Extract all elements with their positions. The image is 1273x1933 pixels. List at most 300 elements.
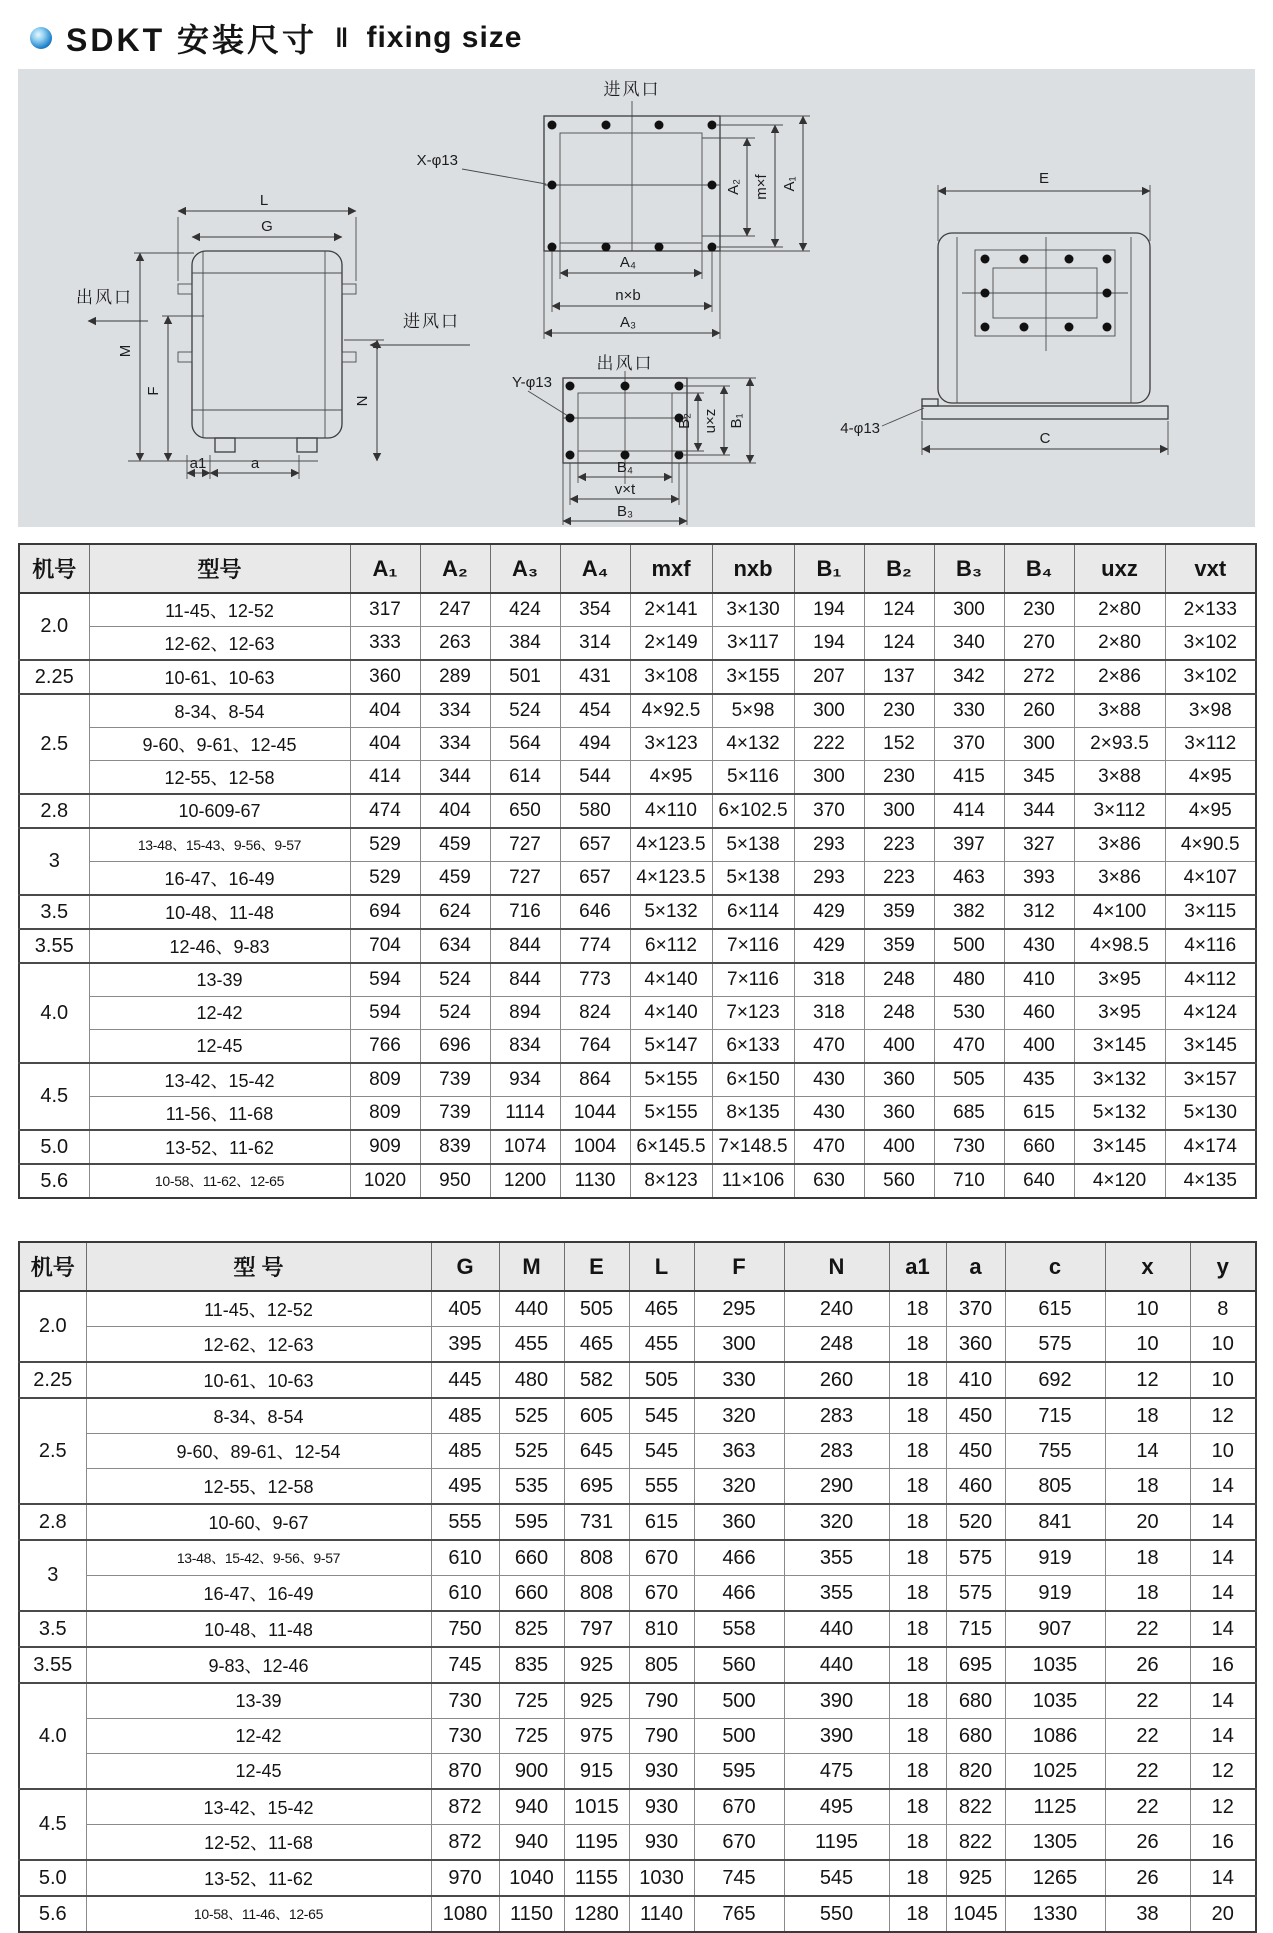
value-cell: 22 (1105, 1611, 1190, 1647)
value-cell: 500 (694, 1683, 784, 1719)
table-row (19, 1327, 1256, 1363)
machine-size-cell: 5.6 (19, 1164, 89, 1198)
value-cell: 739 (420, 1063, 490, 1097)
value-cell: 470 (794, 1030, 864, 1064)
value-cell: 834 (490, 1030, 560, 1064)
value-cell: 694 (350, 895, 420, 929)
value-cell: 925 (564, 1683, 629, 1719)
dim-label-B3: B₃ (616, 503, 634, 520)
value-cell: 5×98 (712, 694, 794, 728)
value-cell: 475 (784, 1754, 889, 1790)
value-cell: 320 (694, 1469, 784, 1505)
table2-header-8: a1 (889, 1242, 946, 1291)
value-cell: 38 (1105, 1896, 1190, 1932)
value-cell: 1130 (560, 1164, 630, 1198)
value-cell: 930 (629, 1754, 694, 1790)
machine-size-cell: 2.25 (19, 660, 89, 694)
value-cell: 805 (629, 1647, 694, 1683)
outlet-hole-label: Y-φ13 (511, 374, 552, 391)
table-row (19, 1130, 1256, 1164)
value-cell: 124 (864, 627, 934, 661)
value-cell: 12 (1190, 1754, 1256, 1790)
value-cell: 731 (564, 1504, 629, 1540)
value-cell: 2×149 (630, 627, 712, 661)
value-cell: 2×133 (1165, 593, 1256, 627)
value-cell: 624 (420, 895, 490, 929)
model-cell: 12-45 (89, 1030, 350, 1064)
value-cell: 466 (694, 1540, 784, 1576)
value-cell: 670 (694, 1789, 784, 1825)
value-cell: 6×114 (712, 895, 794, 929)
value-cell: 810 (629, 1611, 694, 1647)
value-cell: 615 (1004, 1097, 1074, 1131)
value-cell: 355 (784, 1540, 889, 1576)
value-cell: 289 (420, 660, 490, 694)
value-cell: 247 (420, 593, 490, 627)
value-cell: 975 (564, 1719, 629, 1754)
value-cell: 22 (1105, 1754, 1190, 1790)
value-cell: 1035 (1005, 1683, 1105, 1719)
value-cell: 455 (629, 1327, 694, 1363)
value-cell: 5×132 (1074, 1097, 1165, 1131)
bullet-icon (30, 27, 52, 49)
table1-header-12: uxz (1074, 544, 1165, 593)
value-cell: 1125 (1005, 1789, 1105, 1825)
value-cell: 18 (889, 1647, 946, 1683)
machine-size-cell: 2.0 (19, 1291, 86, 1362)
value-cell: 909 (350, 1130, 420, 1164)
model-cell: 8-34、8-54 (86, 1398, 431, 1434)
value-cell: 12 (1190, 1398, 1256, 1434)
table1-header-2: A₁ (350, 544, 420, 593)
value-cell: 529 (350, 862, 420, 896)
model-cell: 10-58、11-46、12-65 (86, 1896, 431, 1932)
value-cell: 300 (694, 1327, 784, 1363)
dimension-table-1 (18, 543, 1257, 1199)
table-row (19, 1362, 1256, 1398)
value-cell: 4×98.5 (1074, 929, 1165, 963)
table-row (19, 1097, 1256, 1131)
value-cell: 8 (1190, 1291, 1256, 1327)
value-cell: 360 (946, 1327, 1005, 1363)
value-cell: 300 (934, 593, 1004, 627)
value-cell: 18 (889, 1754, 946, 1790)
value-cell: 260 (1004, 694, 1074, 728)
value-cell: 344 (1004, 794, 1074, 828)
table1-header-6: mxf (630, 544, 712, 593)
value-cell: 1265 (1005, 1860, 1105, 1896)
machine-size-cell: 2.5 (19, 694, 89, 794)
model-cell: 13-52、11-62 (89, 1130, 350, 1164)
value-cell: 545 (629, 1434, 694, 1469)
table-row (19, 997, 1256, 1030)
model-cell: 12-55、12-58 (86, 1469, 431, 1505)
value-cell: 940 (499, 1825, 564, 1861)
model-cell: 13-42、15-42 (89, 1063, 350, 1097)
dim-label-A3: A₃ (619, 314, 637, 331)
value-cell: 6×102.5 (712, 794, 794, 828)
value-cell: 293 (794, 828, 864, 862)
value-cell: 430 (1004, 929, 1074, 963)
value-cell: 20 (1190, 1896, 1256, 1932)
value-cell: 524 (420, 997, 490, 1030)
table-row (19, 593, 1256, 627)
value-cell: 4×95 (1165, 794, 1256, 828)
table-row (19, 1291, 1256, 1327)
table2-header-5: L (629, 1242, 694, 1291)
value-cell: 739 (420, 1097, 490, 1131)
value-cell: 3×157 (1165, 1063, 1256, 1097)
model-cell: 13-39 (86, 1683, 431, 1719)
value-cell: 3×86 (1074, 862, 1165, 896)
value-cell: 12 (1190, 1789, 1256, 1825)
value-cell: 790 (629, 1719, 694, 1754)
value-cell: 3×155 (712, 660, 794, 694)
table1-header-0: 机号 (19, 544, 89, 593)
value-cell: 575 (946, 1576, 1005, 1612)
value-cell: 300 (864, 794, 934, 828)
value-cell: 3×112 (1165, 728, 1256, 761)
value-cell: 550 (784, 1896, 889, 1932)
value-cell: 295 (694, 1291, 784, 1327)
page-title (0, 0, 1273, 63)
model-cell: 9-83、12-46 (86, 1647, 431, 1683)
value-cell: 696 (420, 1030, 490, 1064)
value-cell: 344 (420, 761, 490, 795)
value-cell: 4×95 (630, 761, 712, 795)
table-row (19, 862, 1256, 896)
value-cell: 1080 (431, 1896, 499, 1932)
value-cell: 7×123 (712, 997, 794, 1030)
value-cell: 414 (350, 761, 420, 795)
value-cell: 14 (1190, 1540, 1256, 1576)
value-cell: 20 (1105, 1504, 1190, 1540)
value-cell: 397 (934, 828, 1004, 862)
table-row (19, 728, 1256, 761)
value-cell: 670 (629, 1540, 694, 1576)
value-cell: 505 (564, 1291, 629, 1327)
value-cell: 839 (420, 1130, 490, 1164)
value-cell: 18 (889, 1398, 946, 1434)
value-cell: 3×102 (1165, 627, 1256, 661)
dim-label-A1: A₁ (781, 176, 798, 192)
value-cell: 4×116 (1165, 929, 1256, 963)
value-cell: 7×148.5 (712, 1130, 794, 1164)
value-cell: 940 (499, 1789, 564, 1825)
table-header-row (19, 544, 1256, 593)
value-cell: 2×141 (630, 593, 712, 627)
value-cell: 8×135 (712, 1097, 794, 1131)
value-cell: 16 (1190, 1825, 1256, 1861)
value-cell: 1150 (499, 1896, 564, 1932)
value-cell: 1015 (564, 1789, 629, 1825)
inlet-port-label: 进风口 (403, 312, 460, 331)
value-cell: 2×93.5 (1074, 728, 1165, 761)
value-cell: 680 (946, 1683, 1005, 1719)
value-cell: 524 (490, 694, 560, 728)
table-row (19, 1398, 1256, 1434)
model-cell: 10-58、11-62、12-65 (89, 1164, 350, 1198)
value-cell: 558 (694, 1611, 784, 1647)
dim-label-G: G (261, 218, 273, 235)
value-cell: 384 (490, 627, 560, 661)
model-cell: 13-39 (89, 963, 350, 997)
table1-header-10: B₃ (934, 544, 1004, 593)
value-cell: 3×88 (1074, 694, 1165, 728)
base-side-view (840, 170, 1168, 455)
machine-size-cell: 4.5 (19, 1789, 86, 1860)
value-cell: 2×80 (1074, 627, 1165, 661)
value-cell: 525 (499, 1398, 564, 1434)
value-cell: 4×92.5 (630, 694, 712, 728)
value-cell: 750 (431, 1611, 499, 1647)
value-cell: 4×174 (1165, 1130, 1256, 1164)
value-cell: 14 (1190, 1469, 1256, 1505)
value-cell: 393 (1004, 862, 1074, 896)
value-cell: 360 (350, 660, 420, 694)
table-row (19, 1063, 1256, 1097)
table1-header-9: B₂ (864, 544, 934, 593)
value-cell: 480 (499, 1362, 564, 1398)
table-row (19, 828, 1256, 862)
value-cell: 390 (784, 1719, 889, 1754)
machine-size-cell: 5.0 (19, 1130, 89, 1164)
value-cell: 404 (350, 694, 420, 728)
value-cell: 320 (784, 1504, 889, 1540)
value-cell: 480 (934, 963, 1004, 997)
value-cell: 3×123 (630, 728, 712, 761)
value-cell: 370 (946, 1291, 1005, 1327)
value-cell: 454 (560, 694, 630, 728)
value-cell: 354 (560, 593, 630, 627)
value-cell: 230 (864, 694, 934, 728)
value-cell: 370 (934, 728, 1004, 761)
value-cell: 430 (794, 1097, 864, 1131)
value-cell: 545 (784, 1860, 889, 1896)
value-cell: 764 (560, 1030, 630, 1064)
value-cell: 14 (1105, 1434, 1190, 1469)
value-cell: 355 (784, 1576, 889, 1612)
model-cell: 9-60、9-61、12-45 (89, 728, 350, 761)
value-cell: 3×145 (1074, 1130, 1165, 1164)
dim-label-vxt: v×t (614, 481, 636, 498)
value-cell: 3×108 (630, 660, 712, 694)
value-cell: 3×95 (1074, 963, 1165, 997)
machine-size-cell: 4.5 (19, 1063, 89, 1130)
value-cell: 465 (564, 1327, 629, 1363)
table1-header-7: nxb (712, 544, 794, 593)
model-cell: 12-62、12-63 (86, 1327, 431, 1363)
table-row (19, 1164, 1256, 1198)
value-cell: 894 (490, 997, 560, 1030)
table-row (19, 627, 1256, 661)
value-cell: 808 (564, 1576, 629, 1612)
value-cell: 312 (1004, 895, 1074, 929)
value-cell: 360 (694, 1504, 784, 1540)
value-cell: 820 (946, 1754, 1005, 1790)
value-cell: 4×140 (630, 963, 712, 997)
value-cell: 395 (431, 1327, 499, 1363)
value-cell: 1155 (564, 1860, 629, 1896)
value-cell: 730 (934, 1130, 1004, 1164)
value-cell: 650 (490, 794, 560, 828)
value-cell: 930 (629, 1825, 694, 1861)
value-cell: 501 (490, 660, 560, 694)
model-cell: 12-46、9-83 (89, 929, 350, 963)
machine-size-cell: 3.55 (19, 929, 89, 963)
value-cell: 12 (1105, 1362, 1190, 1398)
value-cell: 6×133 (712, 1030, 794, 1064)
value-cell: 495 (431, 1469, 499, 1505)
value-cell: 1330 (1005, 1896, 1105, 1932)
value-cell: 405 (431, 1291, 499, 1327)
value-cell: 930 (629, 1789, 694, 1825)
value-cell: 390 (784, 1683, 889, 1719)
value-cell: 805 (1005, 1469, 1105, 1505)
table2-header-11: x (1105, 1242, 1190, 1291)
value-cell: 460 (1004, 997, 1074, 1030)
dim-label-B2: B₂ (676, 413, 693, 429)
value-cell: 525 (499, 1434, 564, 1469)
value-cell: 844 (490, 929, 560, 963)
value-cell: 466 (694, 1576, 784, 1612)
model-cell: 16-47、16-49 (89, 862, 350, 896)
value-cell: 919 (1005, 1576, 1105, 1612)
value-cell: 248 (864, 963, 934, 997)
value-cell: 808 (564, 1540, 629, 1576)
value-cell: 715 (1005, 1398, 1105, 1434)
table-row (19, 1683, 1256, 1719)
value-cell: 327 (1004, 828, 1074, 862)
value-cell: 919 (1005, 1540, 1105, 1576)
value-cell: 400 (1004, 1030, 1074, 1064)
dim-label-B4: B₄ (616, 459, 634, 476)
value-cell: 1200 (490, 1164, 560, 1198)
table-row (19, 1540, 1256, 1576)
value-cell: 10 (1190, 1362, 1256, 1398)
value-cell: 18 (889, 1540, 946, 1576)
model-cell: 11-56、11-68 (89, 1097, 350, 1131)
value-cell: 564 (490, 728, 560, 761)
value-cell: 3×112 (1074, 794, 1165, 828)
value-cell: 580 (560, 794, 630, 828)
model-cell: 11-45、12-52 (86, 1291, 431, 1327)
table-row (19, 1611, 1256, 1647)
value-cell: 435 (1004, 1063, 1074, 1097)
value-cell: 22 (1105, 1719, 1190, 1754)
value-cell: 1035 (1005, 1647, 1105, 1683)
value-cell: 3×102 (1165, 660, 1256, 694)
value-cell: 1114 (490, 1097, 560, 1131)
table2-header-9: a (946, 1242, 1005, 1291)
value-cell: 223 (864, 828, 934, 862)
value-cell: 524 (420, 963, 490, 997)
value-cell: 660 (1004, 1130, 1074, 1164)
model-cell: 12-45 (86, 1754, 431, 1790)
value-cell: 660 (499, 1540, 564, 1576)
left-casing-view (76, 192, 470, 479)
table-row (19, 1754, 1256, 1790)
machine-size-cell: 2.0 (19, 593, 89, 660)
value-cell: 5×116 (712, 761, 794, 795)
value-cell: 730 (431, 1683, 499, 1719)
machine-size-cell: 3.55 (19, 1647, 86, 1683)
machine-size-cell: 5.0 (19, 1860, 86, 1896)
table-row (19, 929, 1256, 963)
table-row (19, 761, 1256, 795)
value-cell: 430 (794, 1063, 864, 1097)
value-cell: 685 (934, 1097, 1004, 1131)
dim-label-B1: B₁ (728, 413, 745, 429)
value-cell: 410 (946, 1362, 1005, 1398)
value-cell: 18 (1105, 1540, 1190, 1576)
value-cell: 844 (490, 963, 560, 997)
value-cell: 6×112 (630, 929, 712, 963)
value-cell: 4×123.5 (630, 862, 712, 896)
value-cell: 727 (490, 862, 560, 896)
model-cell: 10-609-67 (89, 794, 350, 828)
value-cell: 634 (420, 929, 490, 963)
value-cell: 290 (784, 1469, 889, 1505)
table-row (19, 694, 1256, 728)
value-cell: 18 (889, 1576, 946, 1612)
table2-header-10: c (1005, 1242, 1105, 1291)
table1-header-5: A₄ (560, 544, 630, 593)
value-cell: 809 (350, 1063, 420, 1097)
table1-header-4: A₃ (490, 544, 560, 593)
machine-size-cell: 3 (19, 828, 89, 895)
value-cell: 900 (499, 1754, 564, 1790)
value-cell: 7×116 (712, 963, 794, 997)
model-cell: 8-34、8-54 (89, 694, 350, 728)
value-cell: 18 (889, 1683, 946, 1719)
value-cell: 300 (1004, 728, 1074, 761)
value-cell: 431 (560, 660, 630, 694)
value-cell: 318 (794, 963, 864, 997)
value-cell: 18 (1105, 1398, 1190, 1434)
value-cell: 5×138 (712, 828, 794, 862)
value-cell: 18 (889, 1825, 946, 1861)
value-cell: 10 (1105, 1291, 1190, 1327)
model-cell: 12-62、12-63 (89, 627, 350, 661)
outlet-flange-title: 出风口 (596, 354, 654, 373)
value-cell: 530 (934, 997, 1004, 1030)
value-cell: 7×116 (712, 929, 794, 963)
value-cell: 320 (694, 1398, 784, 1434)
value-cell: 424 (490, 593, 560, 627)
value-cell: 5×155 (630, 1063, 712, 1097)
value-cell: 230 (1004, 593, 1074, 627)
title-divider: ‖ (335, 22, 349, 53)
value-cell: 340 (934, 627, 1004, 661)
value-cell: 14 (1190, 1576, 1256, 1612)
value-cell: 529 (350, 828, 420, 862)
table1-header-11: B₄ (1004, 544, 1074, 593)
value-cell: 404 (420, 794, 490, 828)
value-cell: 505 (629, 1362, 694, 1398)
value-cell: 14 (1190, 1719, 1256, 1754)
value-cell: 194 (794, 627, 864, 661)
value-cell: 695 (946, 1647, 1005, 1683)
value-cell: 342 (934, 660, 1004, 694)
value-cell: 1280 (564, 1896, 629, 1932)
value-cell: 660 (499, 1576, 564, 1612)
value-cell: 345 (1004, 761, 1074, 795)
value-cell: 766 (350, 1030, 420, 1064)
value-cell: 18 (889, 1362, 946, 1398)
value-cell: 695 (564, 1469, 629, 1505)
value-cell: 594 (350, 997, 420, 1030)
